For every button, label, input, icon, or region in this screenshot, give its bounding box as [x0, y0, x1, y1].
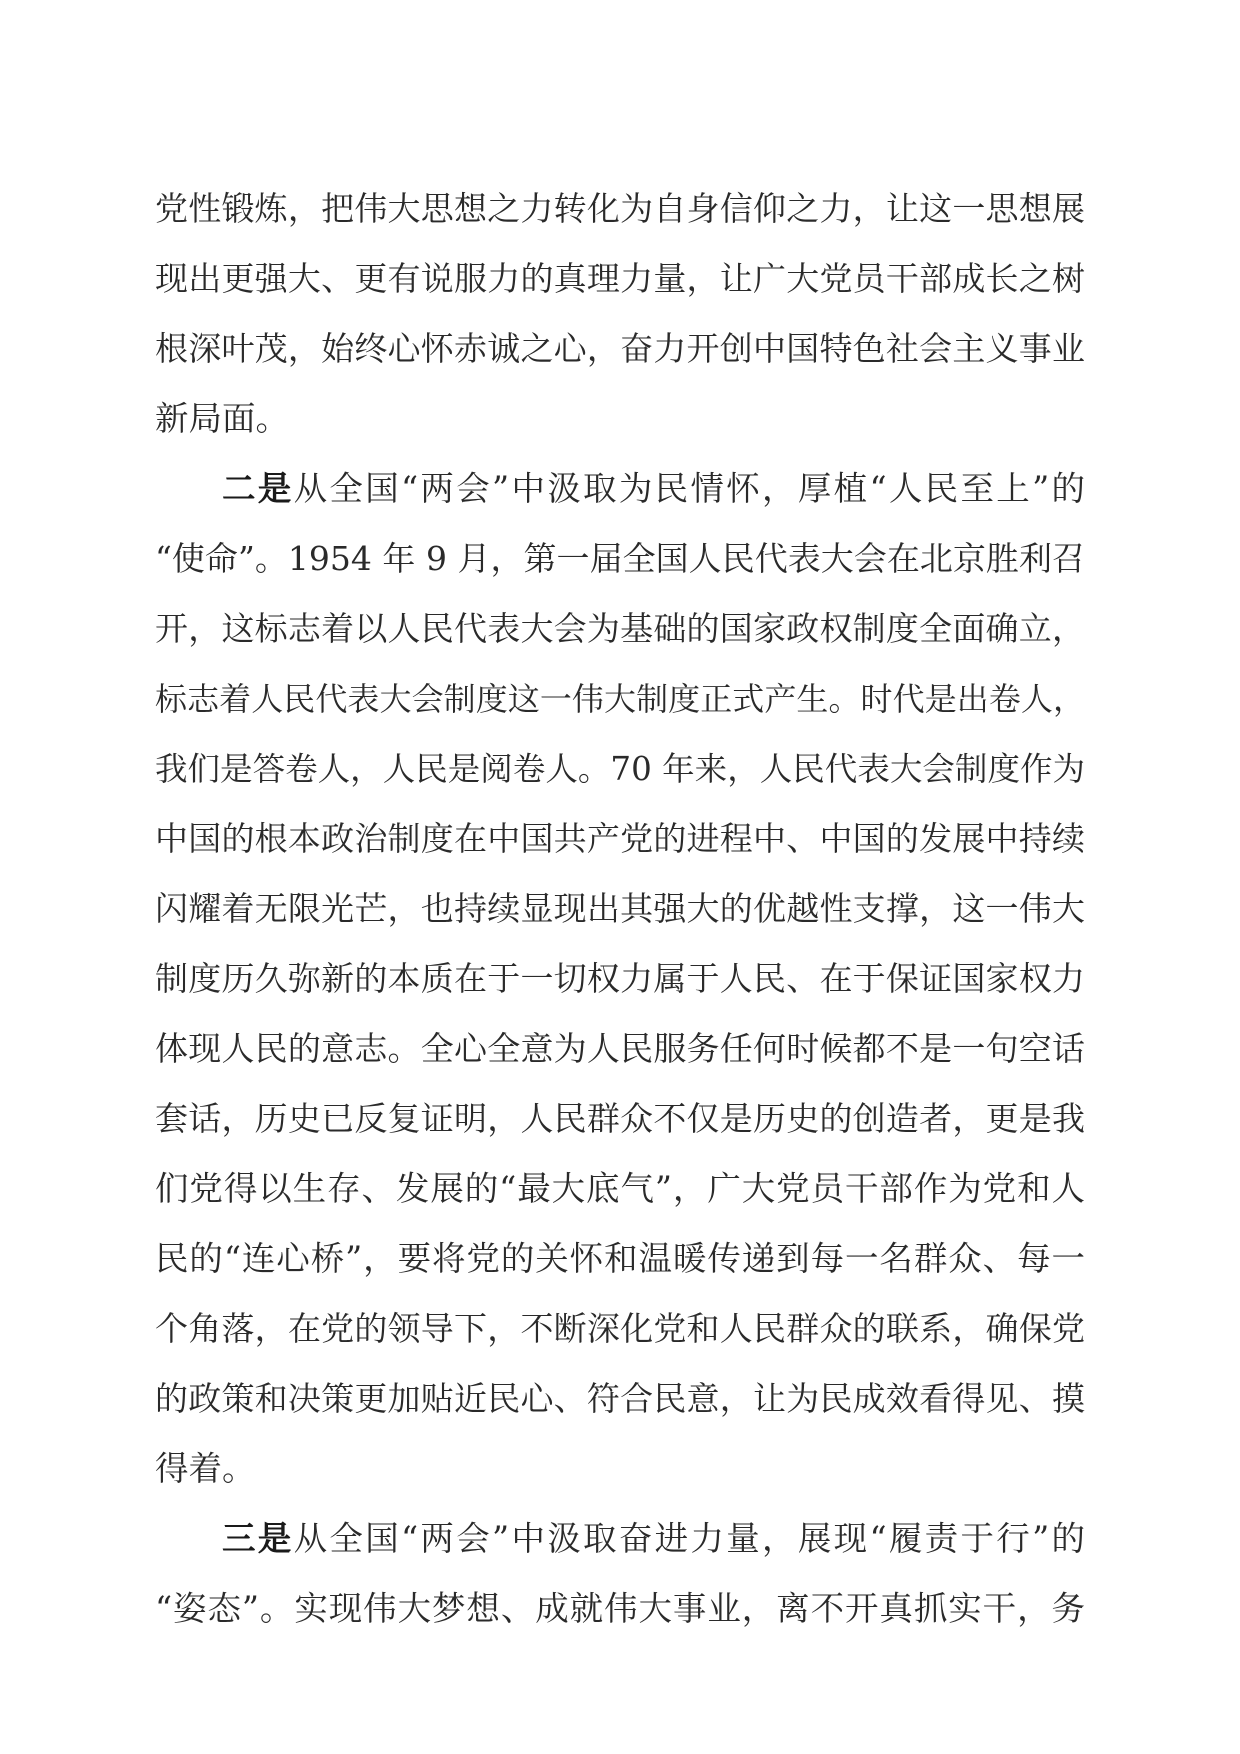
paragraph-3-lead: 三是 [222, 1519, 294, 1558]
paragraph-2-lead: 二是 [222, 469, 294, 508]
paragraph-2-line-12: 民的“连心桥”，要将党的关怀和温暖传递到每一名群众、每一 [155, 1239, 1085, 1278]
paragraph-1-line-1: 党性锻炼，把伟大思想之力转化为自身信仰之力，让这一思想展 [155, 189, 1085, 228]
paragraph-2-line-7: 闪耀着无限光芒，也持续显现出其强大的优越性支撑，这一伟大 [155, 889, 1085, 928]
paragraph-2-line-1 [222, 458, 1085, 520]
paragraph-2-line-1-text: 从全国“两会”中汲取为民情怀，厚植“人民至上”的 [293, 469, 1085, 508]
paragraph-2-line-9: 体现人民的意志。全心全意为人民服务任何时候都不是一句空话 [155, 1029, 1085, 1068]
paragraph-2-line-13: 个角落，在党的领导下，不断深化党和人民群众的联系，确保党 [155, 1309, 1085, 1348]
paragraph-1-line-4: 新局面。 [155, 399, 289, 438]
paragraph-2-line-5: 我们是答卷人，人民是阅卷人。70 年来，人民代表大会制度作为 [155, 750, 1085, 788]
paragraph-2-line-15: 得着。 [155, 1449, 256, 1488]
paragraph-2-line-14: 的政策和决策更加贴近民心、符合民意，让为民成效看得见、摸 [155, 1379, 1085, 1418]
paragraph-2-line-10: 套话，历史已反复证明，人民群众不仅是历史的创造者，更是我 [155, 1099, 1085, 1138]
paragraph-3-line-2: “姿态”。实现伟大梦想、成就伟大事业，离不开真抓实干，务 [155, 1589, 1085, 1628]
paragraph-2-line-11: 们党得以生存、发展的“最大底气”，广大党员干部作为党和人 [155, 1169, 1085, 1208]
paragraph-1-line-2: 现出更强大、更有说服力的真理力量，让广大党员干部成长之树 [155, 259, 1085, 298]
paragraph-3-line-1-text: 从全国“两会”中汲取奋进力量，展现“履责于行”的 [293, 1519, 1085, 1558]
paragraph-2-line-4: 标志着人民代表大会制度这一伟大制度正式产生。时代是出卷人， [155, 680, 1085, 718]
paragraph-1-line-3: 根深叶茂，始终心怀赤诚之心，奋力开创中国特色社会主义事业 [155, 329, 1085, 368]
paragraph-2-line-2: “使命”。1954 年 9 月，第一届全国人民代表大会在北京胜利召 [155, 539, 1085, 578]
paragraph-3-line-1 [222, 1508, 1085, 1570]
paragraph-2-line-6: 中国的根本政治制度在中国共产党的进程中、中国的发展中持续 [155, 819, 1085, 858]
paragraph-2-line-3: 开，这标志着以人民代表大会为基础的国家政权制度全面确立， [155, 609, 1085, 648]
paragraph-2-line-8: 制度历久弥新的本质在于一切权力属于人民、在于保证国家权力 [155, 959, 1085, 998]
